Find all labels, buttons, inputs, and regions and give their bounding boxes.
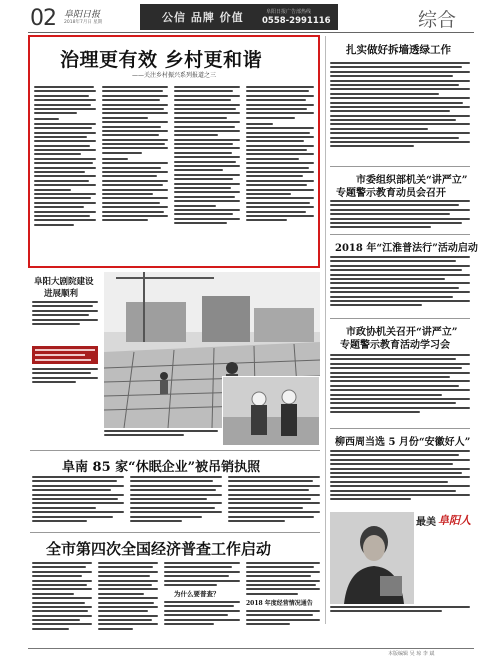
right-headline-3: 2018 年“江淮普法行”活动启动 — [335, 243, 478, 254]
right-text-2 — [330, 200, 470, 232]
date-line: 2018年7月日 星期 — [64, 20, 103, 25]
brand-left: 最美 — [416, 517, 436, 528]
divider — [330, 428, 470, 429]
bottom-subhead-1: 为什么要普查？ — [174, 589, 220, 598]
masthead-banner — [140, 4, 338, 30]
right-headline-2b: 专题警示教育动员会召开 — [336, 188, 446, 199]
photo-caption — [104, 430, 218, 444]
lead-column-1 — [34, 86, 96, 262]
right-headline-4a: 市政协机关召开“讲严立” — [346, 327, 458, 338]
banner-text: 公信 品牌 价值 — [162, 11, 244, 24]
right-headline-1: 扎实做好拆墙透绿工作 — [346, 44, 451, 56]
bottom-text-2 — [98, 562, 158, 644]
portrait-photo — [330, 512, 414, 604]
lead-column-4 — [246, 86, 314, 262]
bottom-col-3 — [164, 562, 240, 644]
left-box-text — [32, 301, 98, 341]
page-number: 02 — [30, 6, 56, 31]
section-title: 综合 — [418, 9, 457, 31]
lead-column-2 — [102, 86, 168, 262]
divider — [330, 318, 470, 319]
bottom-text-1 — [32, 562, 92, 644]
right-text-3 — [330, 256, 470, 316]
lead-column-3 — [174, 86, 240, 262]
lead-headline: 治理更有效 乡村更和谐 — [60, 49, 263, 71]
masthead — [0, 0, 496, 30]
footer-rule — [28, 648, 474, 649]
brand-right: 阜阳人 — [438, 514, 471, 527]
bottom-col-4 — [246, 562, 320, 644]
hotline-label: 阜阳日报广告部热线 — [266, 9, 312, 15]
right-headline-2a: 市委组织部机关“讲严立” — [356, 175, 468, 186]
divider — [30, 532, 320, 533]
left-box-text-2 — [32, 368, 98, 396]
mid-text-3 — [228, 476, 320, 528]
hotline-number: 0558-2991116 — [262, 16, 331, 26]
divider — [330, 166, 470, 167]
ad-box — [32, 346, 98, 364]
mid-text-1 — [32, 476, 124, 528]
bottom-headline: 全市第四次全国经济普查工作启动 — [46, 540, 272, 558]
construction-photo-small — [222, 376, 320, 446]
right-text-1 — [330, 62, 470, 164]
divider — [330, 234, 470, 235]
footer-editor-line: 本版编辑 吴 琼 李 斌 — [388, 651, 435, 657]
right-text-4 — [330, 354, 470, 424]
paper-name: 阜阳日报 — [64, 10, 101, 20]
feature-logo — [416, 512, 474, 530]
masthead-rule — [28, 32, 474, 33]
portrait-caption — [330, 606, 470, 622]
right-column-rule — [325, 36, 326, 624]
left-box-headline-2: 进展顺利 — [44, 289, 79, 299]
mid-headline: 阜南 85 家“休眠企业”被吊销执照 — [62, 460, 261, 475]
bottom-subhead-2: 2018 年度经营情况通告 — [246, 599, 313, 607]
right-headline-4b: 专题警示教育活动学习会 — [340, 340, 450, 351]
left-box-headline-1: 阜阳大剧院建设 — [34, 277, 94, 287]
lead-subheadline: ——关注乡村振兴系列报道之三 — [132, 72, 217, 79]
divider — [30, 450, 320, 451]
right-text-5 — [330, 450, 470, 508]
mid-text-2 — [130, 476, 222, 528]
right-headline-5: 柳西周当选 5 月份“安徽好人” — [335, 437, 471, 448]
